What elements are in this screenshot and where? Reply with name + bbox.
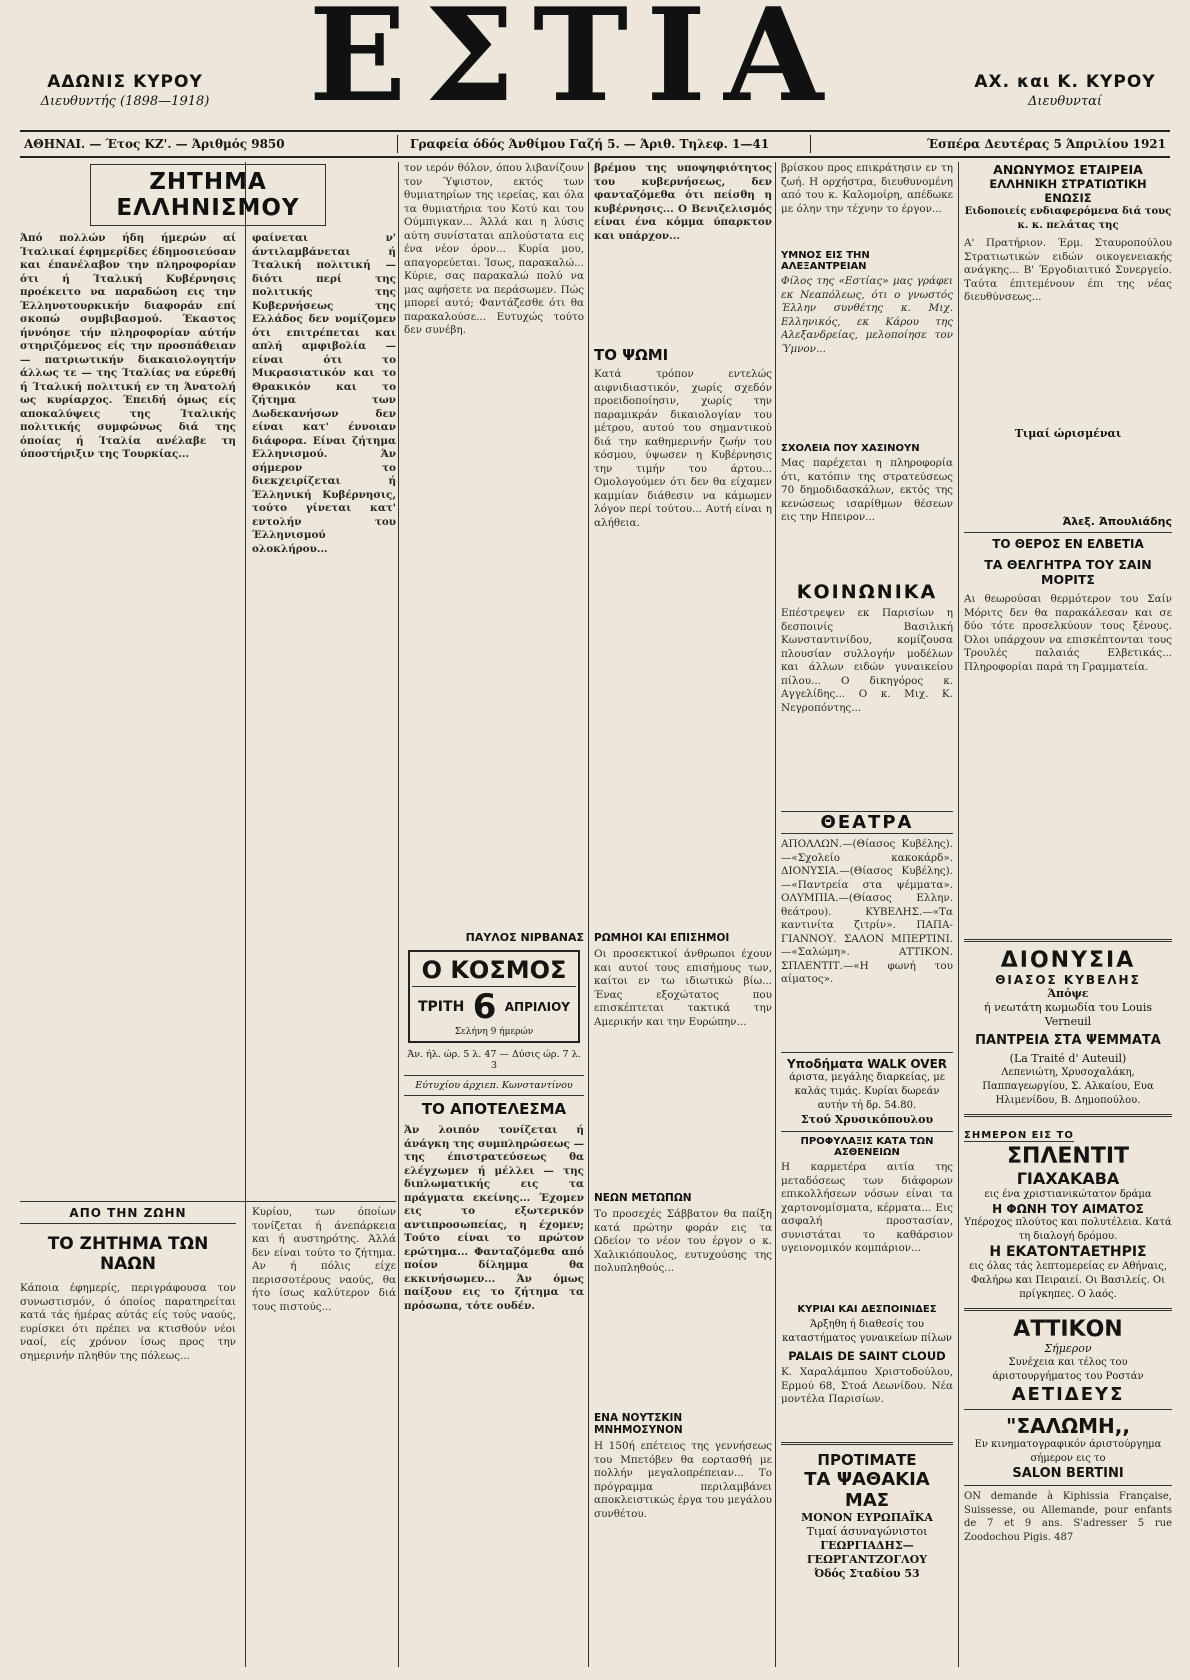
divider (404, 1095, 584, 1096)
dionysia-play: ΠΑΝΤΡΕΙΑ ΣΤΑ ΨΕΜΜΑΤΑ (975, 1033, 1161, 1048)
ladies-body: Κ. Χαραλάμπου Χριστοδούλου, Ερμού 68, Στοά Λεωνίδου. Νέα μοντέλα Παρισίων. (781, 1366, 953, 1405)
column-3 (594, 162, 772, 1672)
dionysia-desc: ή νεωτάτη κωμωδία του Louis Verneuil (983, 1001, 1153, 1028)
founder-role: Διευθυντής (1898—1918) (40, 94, 210, 109)
military-ad-title: ΑΝΩΝΥΜΟΣ ΕΤΑΙΡΕΙΑ (993, 162, 1143, 177)
splendid-note: Υπέροχος πλούτος και πολυτέλεια. Κατά τη διαλογή δρόμου. (964, 1217, 1172, 1242)
military-ad-prices: Τιμαί ώρισμέναι (1014, 427, 1122, 440)
editors-block (960, 72, 1170, 109)
hats-ad-kicker: ΠΡΟΤΙΜΑΤΕ (817, 1451, 917, 1469)
lead-body-left: Άπό πολλών ήδη ήμερών αί Ίταλικαί έφημερίδες έδημοσιεύσαν και έπανέλαβον την πληροφορίαν ότι ή Ίταλική Κυβέρνησις προέκειτο να παραδώση εις την Έλληνοτουρκικήν διαφοράν επί σκοπώ συμβιβασμού. Έκαστος ήννόησε τήν πληροφορίαν αύτήν στηριζόμενος είς την προσπάθειαν — πατριωτικήν διακαιολογητήν άλλως τε — της Ίταλίας να εύρεθή ή Ίταλική πολιτική εν τη Άνατολή ως κυρίαρχος. Έπειδή όμως είς αποκαλύψεις της Ίταλικής πολιτικής συμφώνως διά της όποίας ή Ίταλία ανέλαβε τη ύποστήριξιν της Τουρκίας... (20, 232, 236, 460)
salome-title: "ΣΑΛΩΜΗ,, (1006, 1414, 1130, 1438)
founder-block (30, 72, 220, 109)
issue-info: ΑΘΗΝΑΙ. — Έτος ΚΖ'. — Άριθμός 9850 (24, 137, 285, 151)
military-ad-note (964, 441, 1172, 511)
lead-body-right: φαίνεται ν' άντιλαμβάνεται ή Ίταλική πολιτική — διότι περί της πολιτικής της Κυβερνήσεως της Ελλάδος δεν νομίζομεν ότι επιτρέπεται και απλή αμφιβολία — είναι ότι το Μικρασιατικόν και το Θρακικόν και το ζήτημα των Δωδεκανήσων δεν είναι κατ' έννοιαν διάφορα. Είναι ζήτημα Ελληνισμού. Άν σήμερον το διεκχειρίζεται ή Έλληνική Κυβέρνησις, τούτο γίνεται κατ' εντολήν του Έλληνισμού ολοκλήρου... (252, 232, 396, 555)
newer-body: Το προσεχές Σάββατον θα παίξη κατά πρώτην φοράν εις τα Ωδείον το νέον του έργον ο κ. Χαλικιόπουλος, ευτυχούσης της πολυπληθούς... (594, 1208, 772, 1274)
result-body: Άν λοιπόν τονίζεται ή άνάγκη της συμπληρώσεως — της έπιστρατεύσεως θα ελέγχωμεν ή μέλλει — της διπλωματικής εις τα πράγματα εκείνης... Έχομεν εις το εξωτερικόν αντιπροσωπείας, η έχομεν; Τούτο είναι το πρώτον ερώτημα... Φανταζόμεθα από ποίον δίλημμα θα εκκινήσωμεν... Άν όμως παίξουν εις το ζήτημα τα πρόσωπα, τότε ουδέν. (404, 1124, 584, 1312)
dateline (20, 130, 1170, 158)
divider (964, 1308, 1172, 1311)
divider (404, 1075, 584, 1076)
splendid-star: ΓΙΑΧΑΚΑΒΑ (1016, 1169, 1120, 1188)
romioi-body: Οι προσεκτικοί άνθρωποι έχουν και αυτοί τους επισήμους των, καίτοι εν τω ιδιωτικώ βίω... Ένας εξοχώτατος που επισκέπτεται τακτικά την Αμερικήν και την Ευρώπην... (594, 948, 772, 1028)
column-3-top: βρέμου της υποψηφιότητος του κυβερνήσεως, δεν φανταζόμεθα ότι πείσθη η κυβέρνησις... Ο Βενιζελισμός είναι ένα κόμμα ύπαρκτον και υπάρχον... (594, 162, 772, 242)
column-5 (964, 162, 1172, 1672)
splendid-note-2: εις όλας τάς λεπτομερείας εν Αθήναις, Φαλήρω και Πειραιεί. Οι Βασιλείς. Οι πρίγκηπες. Ο λαός. (969, 1261, 1167, 1300)
column-rule (398, 162, 399, 1667)
theatre-headline: ΘΕΑΤΡΑ (781, 811, 953, 834)
attikon-today: Σήμερον (1044, 1342, 1092, 1355)
walkover-ad-text: άριστα, μεγάλης διαρκείας, με καλάς τιμάς. Κυρίαι δωρεάν αυτήν τή δρ. 54.80. (789, 1072, 945, 1111)
hats-ad-names: ΓΕΩΡΓΙΑΔΗΣ—ΓΕΩΡΓΑΝΤΖΟΓΛΟΥ (806, 1539, 928, 1566)
divider (964, 1409, 1172, 1410)
column-4 (781, 162, 953, 1672)
attikon-play: ΑΕΤΙΔΕΥΣ (1011, 1384, 1125, 1405)
dionysia-title: ΔΙΟΝΥΣΙΑ (1000, 948, 1136, 973)
column-rule (958, 162, 959, 1667)
splendid-title: ΣΠΛΕΝΤΙΤ (1006, 1144, 1130, 1169)
splendid-desc: εις ένα χριστιανικώτατον δράμα (984, 1189, 1152, 1200)
society-body: Επέστρεψεν εκ Παρισίων η δεσποινίς Βασιλική Κωνσταντινίδου, κομίζουσα πλουσίαν συλλογήν μοδέλων και άλλων ειδών γυναικείου πίλου... Ο δικηγόρος κ. Αγγελίδης... Ο κ. Μιχ. Κ. Νεγροπόντης... (781, 607, 953, 714)
lead-body (20, 232, 396, 1197)
naos-headline: ΤΟ ΖΗΤΗΜΑ ΤΩΝ ΝΑΩΝ (47, 1234, 209, 1274)
bread-headline: ΤΟ ΨΩΜΙ (594, 346, 669, 364)
society-headline: ΚΟΙΝΩΝΙΚΑ (796, 581, 938, 603)
theatre-listings: ΑΠΟΛΛΩΝ.—(Θίασος Κυβέλης).—«Σχολείο κακοκάρδ». ΔΙΟΝΥΣΙΑ.—(Θίασος Κυβέλης).—«Παντρεία στα ψέμματα». ΟΛΥΜΠΙΑ.—(Θίασος Ελλην. θεάτρου). ΚΥΒΕΛΗΣ.—«Τα καντινίτα ζιτρίν». ΠΑΠΑ-ΓΙΑΝΝΟΥ. ΣΑΛΟΝ ΜΠΕΡΤΙΝΙ.—«Σαλώμη». ΑΤΤΙΚΟΝ. ΣΠΛΕΝΤΙΤ.—«Η φωνή του αίματος». (781, 838, 953, 985)
attikon-title: ΑΤΤΙΚΟΝ (1013, 1317, 1123, 1342)
splendid-play-2: Η ΕΚΑΤΟΝΤΑΕΤΗΡΙΣ (989, 1244, 1147, 1260)
life-left (20, 1206, 236, 1672)
bread-body: Κατά τρόπον εντελώς αιφνιδιαστικόν, χωρίς σχεδόν προειδοποίησιν, χωρίς την παραμικράν δικαιολογίαν του μέτρου, αυτού του σημαντικού διά την καθημερινήν ζωήν του κόσμου, ύψωσεν η Κυβέρνησις την τιμήν του άρτου... Ομολογούμεν ότι δεν θα είχαμεν καμμίαν διάθεσιν να κάμωμεν λόγον περί τούτου... Αυτή είναι η αλήθεια. (594, 368, 772, 529)
swiss-body: Αι θεωρούσαι θερμότερον του Σαίν Μόριτς δεν θα παρακάλεσαν και σε δύο τότε προσελκύουν τους ξένους. Όλοι υπάρχουν να επισκέπτονται τους Τρουλές παλαιάς Ελβετικάς... Πληροφορίαι παρά τη Γραμματεία. (964, 593, 1172, 673)
almanac-title: Ο ΚΟΣΜΟΣ (412, 956, 576, 987)
romioi-headline: ΡΩΜΗΟΙ ΚΑΙ ΕΠΙΣΗΜΟΙ (594, 932, 730, 944)
almanac-date-number: 6 (472, 987, 497, 1027)
salome-desc: Εν κινηματογραφικόν άριστούργημα σήμερον εις το (974, 1439, 1162, 1464)
almanac-date-row (412, 987, 576, 1027)
patients-headline: ΠΡΟΦΥΛΑΞΙΣ ΚΑΤΑ ΤΩΝ ΑΣΘΕΝΕΙΩΝ (800, 1136, 934, 1158)
hats-ad-sub: ΜΟΝΟΝ ΕΥΡΩΠΑΪΚΑ (801, 1511, 933, 1524)
schools-body: Μας παρέχεται η πληροφορία ότι, κατόπιν της στρατεύσεως 70 δημοδιδασκάλων, εκτός της κενώσεως ισαρίθμων θέσεων εις την Ηπειρον... (781, 457, 953, 523)
walkover-ad-store: Στού Χρυσικόπουλου (800, 1113, 934, 1126)
notebook-body: Η 150ή επέτειος της γεννήσεως του Μπετόβεν θα εορτασθή με πολλήν μεγαλοπρέπειαν... Το πρόγραμμα περιλαμβάνει αποκλειστικώς έργα του μεγάλου συνθέτου. (594, 1440, 772, 1520)
hats-ad-prices: Τιμαί άσυναγώνιστοι (806, 1525, 928, 1538)
divider (964, 939, 1172, 942)
founder-name: ΑΔΩΝΙΣ ΚΥΡΟΥ (47, 72, 203, 92)
splendid-kicker: ΣΗΜΕΡΟΝ ΕΙΣ ΤΟ (964, 1130, 1074, 1141)
swiss-headline: ΤΟ ΘΕΡΟΣ ΕΝ ΕΛΒΕΤΙΑ (992, 537, 1144, 551)
divider (781, 1052, 953, 1053)
editors-name: ΑΧ. και Κ. ΚΥΡΟΥ (974, 72, 1156, 92)
office-info: Γραφεία όδός Άνθίμου Γαζή 5. — Άριθ. Τηλεφ. 1—41 (410, 137, 770, 151)
dionysia-original: (La Traité d' Auteuil) (1009, 1052, 1127, 1065)
dionysia-tonight: Άπόψε (1047, 987, 1089, 1000)
schools-headline: ΣΧΟΛΕΙΑ ΠΟΥ ΧΑΣΙΝΟΥΝ (781, 443, 920, 454)
hats-ad-address: Όδός Σταδίου 53 (814, 1567, 920, 1580)
hymn-body: Φίλος της «Εστίας» μας γράφει εκ Νεαπόλεως, ότι ο γνωστός Έλλην συνθέτης κ. Μιχ. Ελληνικός, εκ Κάρου της Αλεξανδρείας, μελοποίησε τον Ύμνον... (781, 275, 953, 355)
divider (964, 1485, 1172, 1486)
classified-ad: ON demande à Kiphissia Française, Suissesse, ou Allemande, pour enfants de 7 et 9 ans. S'adresser 5 rue Zoodochou Pigis. 487 (964, 1491, 1172, 1543)
lead-headline: ΖΗΤΗΜΑ ΕΛΛΗΝΙΣΜΟΥ (116, 169, 300, 221)
divider (964, 532, 1172, 533)
sun-times: Άν. ήλ. ώρ. 5 λ. 47 — Δύσις ώρ. 7 λ. 3 (407, 1049, 581, 1071)
divider (781, 1442, 953, 1445)
masthead (0, 0, 1190, 130)
column-4-top: βρίσκου προς επικράτησιν εν τη ζωή. Η ορχήστρα, διευθυνομένη από του κ. Καλομοίρη, απέδωκε με όλην την τέχνην το έργον... (781, 162, 953, 215)
section-kicker: ΑΠΟ ΤΗΝ ΖΩΗΝ (20, 1206, 236, 1224)
walkover-ad-title: Υποδήματα WALK OVER (786, 1057, 948, 1071)
swiss-subheadline: ΤΑ ΘΕΛΓΗΤΡΑ ΤΟΥ ΣΑΙΝ ΜΟΡΙΤΣ (984, 557, 1152, 587)
column-2-body: τον ιερόν θόλον, όπου λιβανίζουν τον Ύψιστον, εκτός των θυμιατηρίων της ιερείας, και όλα τα θυμιατήρια του Κοτύ και του Ούμπιγκαν... Άλλά και η λύσις αύτη συνίσταται απλούστατα εις ένα νέον όρον... Κυρία μου, απαγορεύεται. Ίσως, παρακαλώ... Κύριε, σας παρακαλώ πολύ να μας αφήσετε να περάσωμεν. Πώς μπορεί αυτό; Φαντάζεσθε ότι θα παρακαλούσε... Ευτυχώς τούτο δεν συνέβη. (404, 162, 584, 336)
dionysia-troupe: ΘΙΑΣΟΣ ΚΥΒΕΛΗΣ (995, 973, 1141, 987)
divider (397, 135, 398, 153)
patients-body: Η καρμετέρα αιτία της μεταδόσεως των διάφορων επικολλήσεων νόσων είναι τα χαρτονομίσματα, κέρματα... Εις ασφαλή προστασίαν, συνιστάται το καθάρσιον υγειονομικόν κομπάριον... (781, 1161, 953, 1254)
hats-ad-title: ΤΑ ΨΑΘΑΚΙΑ ΜΑΣ (804, 1469, 930, 1511)
splendid-play: Η ΦΩΝΗ ΤΟΥ ΑΙΜΑΤΟΣ (992, 1202, 1144, 1216)
military-ad-body: Α' Πρατήριον. Έρμ. Σταυροπούλου Στρατιωτικών ειδών οικογενειακής ανάγκης... Β' Έργοδιαιτικό Συνεργείο. Ταύτα έπιτεμένουν έπι της νέας διευθύνσεως... (964, 237, 1172, 303)
naos-body-continued: Κυρίου, των όποίων τονίζεται ή άνεπάρκεια και ή αυστηρότης. Άλλά δεν είναι τούτο το ζήτημα. Αν ή πόλις είχε περισσοτέρους ναούς, θα ήτο ίσως καλύτερον διά τους πιστούς... (252, 1206, 396, 1313)
issue-date: Έσπέρα Δευτέρας 5 Άπριλίου 1921 (926, 137, 1166, 151)
lead-article (20, 162, 396, 1672)
life-section (20, 1206, 396, 1666)
hymn-headline: ΥΜΝΟΣ ΕΙΣ ΤΗΝ ΑΛΕΞΑΝΤΡΕΙΑΝ (781, 250, 870, 272)
dionysia-cast: Λεπενιώτη, Χρυσοχαλάκη, Παππαγεωργίου, Σ. Αλκαίου, Ευα Ηλιμενίδου, Β. Δημοπούλου. (982, 1067, 1154, 1106)
column-rule (588, 162, 589, 1667)
author-signature: ΠΑΥΛΟΣ ΝΙΡΒΑΝΑΣ (465, 931, 584, 944)
result-headline: ΤΟ ΑΠΟΤΕΛΕΣΜΑ (421, 1100, 567, 1118)
military-ad-company: ΕΛΛΗΝΙΚΗ ΣΤΡΑΤΙΩΤΙΚΗ ΕΝΩΣΙΣ (989, 177, 1147, 205)
almanac-day: ΤΡΙΤΗ (418, 999, 465, 1015)
divider (810, 135, 811, 153)
newer-headline: ΝΕΩΝ ΜΕΤΩΠΩΝ (594, 1192, 692, 1204)
notebook-headline: ΕΝΑ ΝΟΥΤΣΚΙΝ ΜΝΗΜΟΣΥΝΟΝ (594, 1412, 683, 1436)
editors-role: Διευθυνταί (1027, 94, 1103, 109)
naos-body: Κάποια έφημερίς, περιγράφουσα τον συνωστισμόν, ό όποίος παρατηρείται κατά τάς ήμέρας αύτάς είς τούς ναούς, ευρίσκει ότι πρέπει να κτισθούν νέοι ναοί, είς χρόνον ίσως προς την σημερινήν πληθύν της πόλεως... (20, 1282, 236, 1362)
ladies-shop-name: PALAIS DE SAINT CLOUD (788, 1349, 946, 1363)
military-ad-sub: Ειδοποιείς ενδιαφερόμενα διά τους κ. κ. πελάτας της (964, 206, 1172, 231)
military-ad-signature: Άλεξ. Άπουλιάδης (1062, 515, 1172, 528)
section-divider (20, 1201, 396, 1202)
ladies-headline: ΚΥΡΙΑΙ ΚΑΙ ΔΕΣΠΟΙΝΙΔΕΣ (797, 1304, 937, 1315)
divider (781, 1131, 953, 1132)
column-2 (404, 162, 584, 1672)
world-almanac-box (408, 950, 580, 1043)
feast-day: Εύτυχίου άρχιεπ. Κωνσταντίνου (415, 1080, 573, 1091)
newspaper-title: ΕΣΤΙΑ (308, 0, 842, 116)
ladies-intro: Άρξηθη ή διαθεσίς του καταστήματος γυναικείων πίλων (782, 1319, 952, 1344)
attikon-desc: Συνέχεια και τέλος του άριστουργήματος του Ροστάν (992, 1357, 1144, 1382)
almanac-moon: Σελήνη 9 ήμερών (454, 1027, 534, 1037)
almanac-month: ΑΠΡΙΛΙΟΥ (504, 1000, 570, 1014)
column-rule (775, 162, 776, 1667)
divider (964, 1114, 1172, 1117)
lead-headline-box (90, 164, 326, 226)
salome-venue: SALON BERTINI (1012, 1466, 1124, 1481)
